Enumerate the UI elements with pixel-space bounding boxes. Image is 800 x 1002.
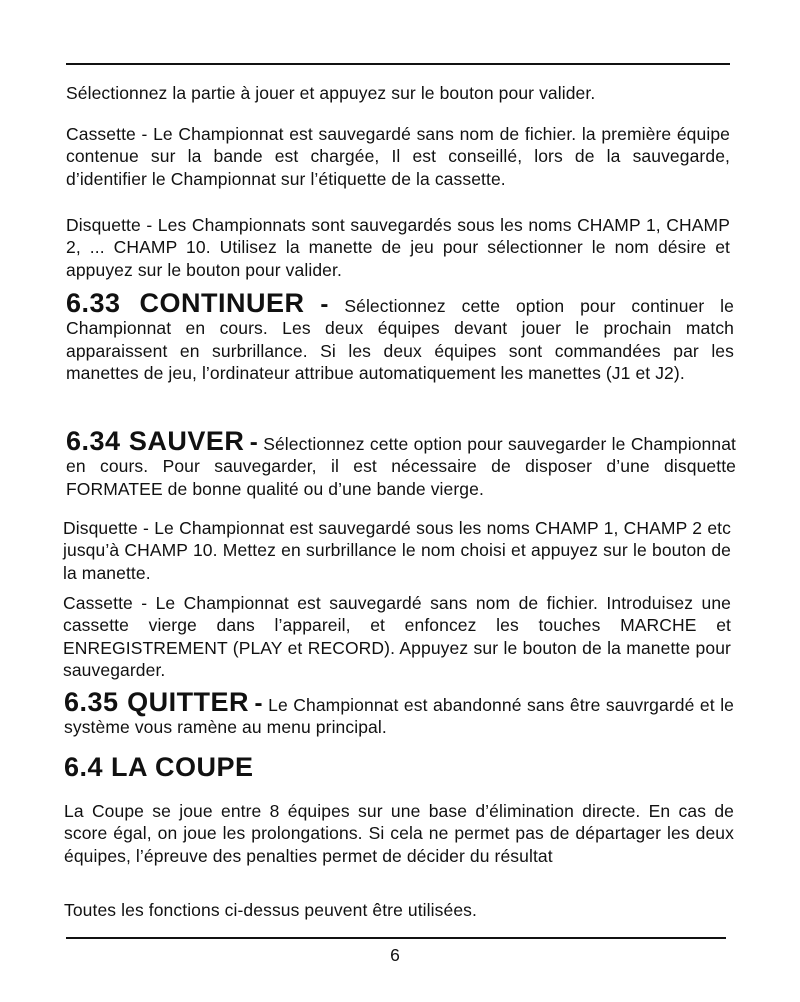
heading-separator: - (249, 429, 258, 456)
top-rule (66, 63, 730, 65)
coupe-paragraph: La Coupe se joue entre 8 équipes sur une base d’élimination directe. En cas de score égal, on joue les prolongations. Si cela ne permet pas de départager les deux équipes, l’épreuve des penalties permet de décider du résultat (64, 801, 734, 866)
heading-separator: - (254, 690, 263, 717)
heading-continuer: 6.33 CONTINUER (66, 288, 305, 318)
sauver-text: Sélectionnez cette option pour sauvegarder le Championnat en cours. Pour sauvegarder, il est nécessaire de disposer d’une disquette FORMATEE de bonne qualité ou d’une bande vierge. (66, 434, 737, 499)
quitter-text: Le Championnat est abandonné sans être sauvrgardé et le système vous ramène au menu principal. (64, 695, 735, 738)
heading-la-coupe: 6.4 LA COUPE (64, 752, 254, 782)
sauver-cassette-paragraph: Cassette - Le Championnat est sauvegardé sans nom de fichier. Introduisez une cassette vierge dans l’appareil, et enfoncez les touches MARCHE et ENREGISTREMENT (PLAY et RECORD). Appuyez sur le bouton de la manette pour sauvegarder. (63, 593, 731, 681)
section-sauver (66, 426, 737, 500)
select-paragraph: Sélectionnez la partie à jouer et appuyez sur le bouton pour valider. (66, 83, 596, 103)
heading-sauver: 6.34 SAUVER (66, 426, 245, 456)
cassette-paragraph: Cassette - Le Championnat est sauvegardé sans nom de fichier. la première équipe contenue sur la bande est chargée, Il est conseillé, lors de la sauvegarde, d’identifier le Championnat sur l’étiquette de la cassette. (66, 124, 730, 189)
section-continuer (66, 288, 734, 385)
continuer-text: Sélectionnez cette option pour continuer le Championnat en cours. Les deux équipes devant jouer le prochain match apparaissent en surbrillance. Si les deux équipes sont commandées par les manettes de jeu, l’ordinateur attribue automatiquement les manettes (J1 et J2). (66, 296, 734, 384)
disquette-paragraph: Disquette - Les Championnats sont sauvegardés sous les noms CHAMP 1, CHAMP 2, ... CHAMP 10. Utilisez la manette de jeu pour sélectionner le nom désire et appuyez sur le bouton pour valider. (66, 215, 730, 280)
heading-quitter: 6.35 QUITTER (64, 687, 250, 717)
heading-separator: - (320, 291, 329, 318)
page-number: 6 (390, 945, 400, 965)
coupe-footer-paragraph: Toutes les fonctions ci-dessus peuvent être utilisées. (64, 900, 477, 920)
bottom-rule (66, 937, 726, 939)
sauver-disquette-paragraph: Disquette - Le Championnat est sauvegardé sous les noms CHAMP 1, CHAMP 2 etc jusqu’à CHAMP 10. Mettez en surbrillance le nom choisi et appuyez sur le bouton de la manette. (63, 518, 731, 583)
section-quitter (64, 687, 735, 739)
